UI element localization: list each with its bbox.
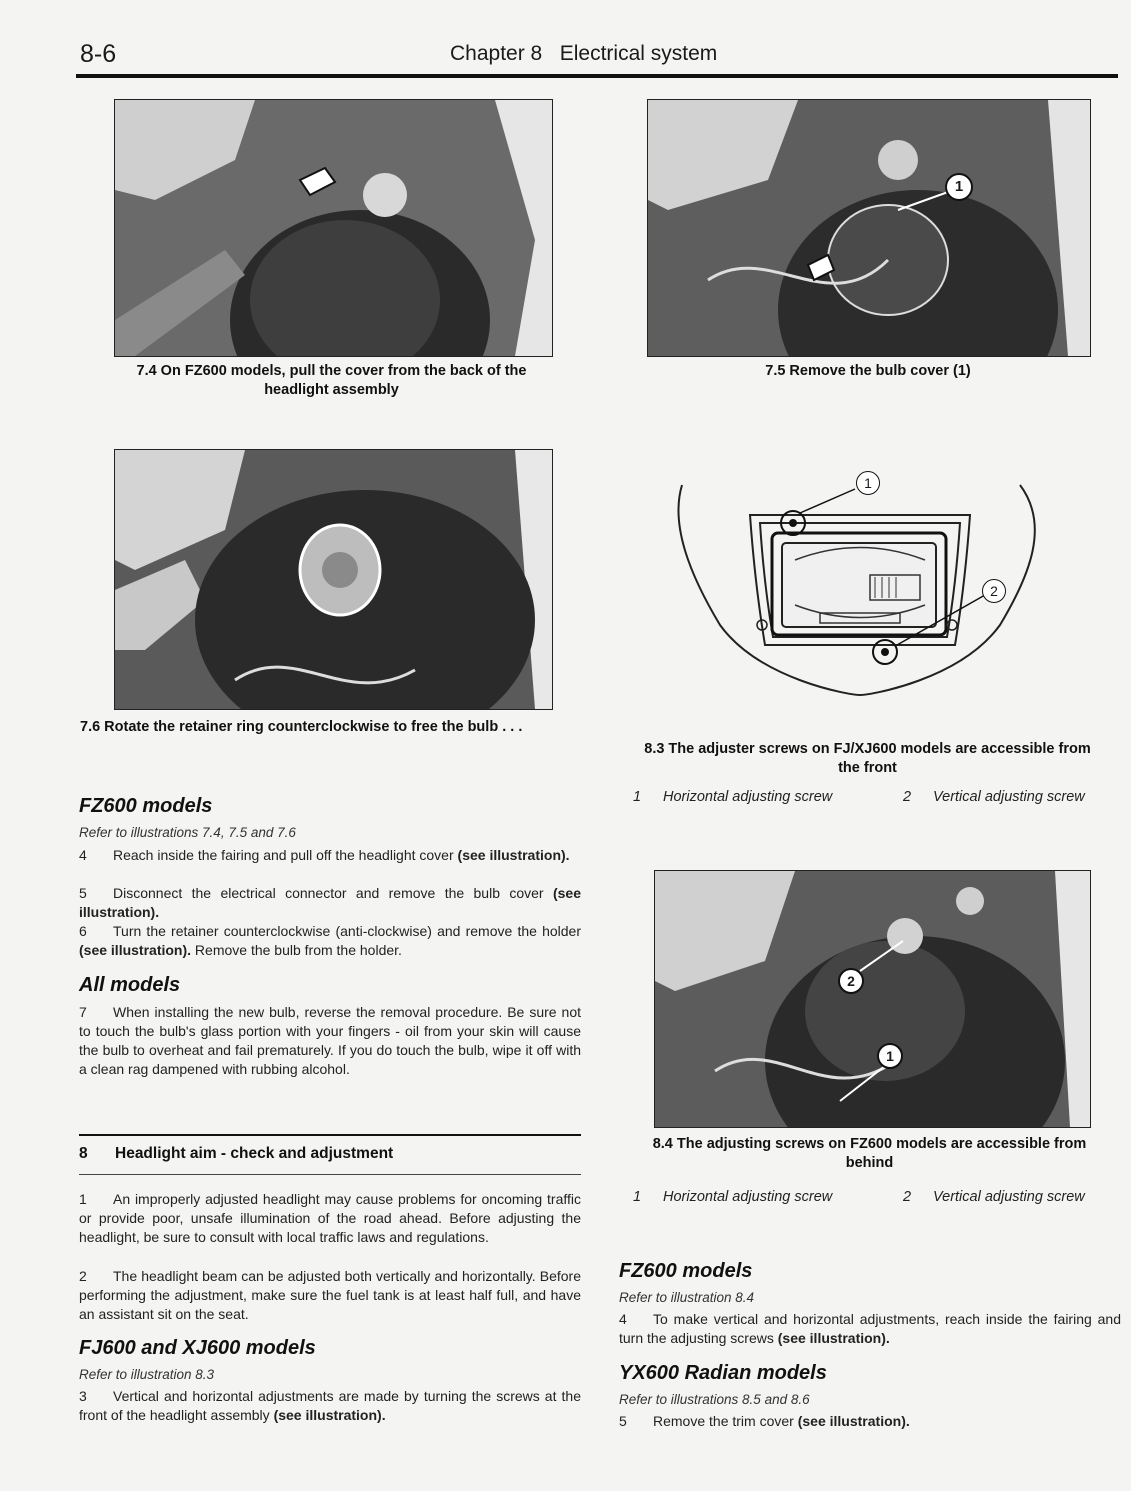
figure-8-3-callout-1: 1 bbox=[856, 471, 880, 495]
fz600-ref-left: Refer to illustrations 7.4, 7.5 and 7.6 bbox=[79, 825, 296, 840]
fz600-ref-right: Refer to illustration 8.4 bbox=[619, 1290, 755, 1305]
paragraph-7-6: 6 Turn the retainer counterclockwise (anti-clockwise) and remove the holder (see illustration). Remove the bulb from the holder. bbox=[79, 923, 581, 958]
page-number: 8-6 bbox=[80, 40, 117, 68]
chapter-label: Chapter 8 bbox=[450, 42, 543, 65]
figure-7-6-caption: 7.6 Rotate the retainer ring counterclockwise to free the bulb . . . bbox=[80, 719, 523, 735]
all-models-heading: All models bbox=[79, 974, 181, 996]
header-rule bbox=[76, 74, 1118, 78]
fj600-ref: Refer to illustration 8.3 bbox=[79, 1367, 215, 1382]
fz600-heading-left: FZ600 models bbox=[79, 795, 213, 817]
figure-8-3-legend-1: 1 Horizontal adjusting screw bbox=[633, 789, 833, 805]
figure-8-3-callout-2: 2 bbox=[982, 579, 1006, 603]
figure-7-4-photo bbox=[114, 99, 553, 357]
chapter-title bbox=[450, 42, 717, 66]
figure-8-4-caption: 8.4 The adjusting screws on FZ600 models are accessible from behind bbox=[652, 1136, 1087, 1171]
figure-8-3-legend-2: 2 Vertical adjusting screw bbox=[903, 789, 1085, 805]
fj600-heading: FJ600 and XJ600 models bbox=[79, 1337, 316, 1359]
paragraph-8-3: 3 Vertical and horizontal adjustments are made by turning the screws at the front of the headlight assembly (see illustration). bbox=[79, 1388, 581, 1423]
section-rule-bottom bbox=[79, 1174, 581, 1175]
fz600-heading-right: FZ600 models bbox=[619, 1260, 753, 1282]
figure-7-6-photo bbox=[114, 449, 553, 710]
figure-7-4-caption: 7.4 On FZ600 models, pull the cover from the back of the headlight assembly bbox=[136, 363, 527, 398]
figure-8-3-caption: 8.3 The adjuster screws on FJ/XJ600 models are accessible from the front bbox=[644, 741, 1091, 776]
paragraph-7-7: 7 When installing the new bulb, reverse the removal procedure. Be sure not to touch the bulb's glass portion with your fingers - oil from your skin will cause the bulb to overheat and fail prematurely. If you do touch the bulb, wipe it off with a clean rag dampened with rubbing alcohol. bbox=[79, 1004, 581, 1077]
paragraph-8-2: 2 The headlight beam can be adjusted both vertically and horizontally. Before performing the adjustment, make sure the fuel tank is at least half full, and have an assistant sit on the seat. bbox=[79, 1268, 581, 1322]
figure-8-4-callout-1: 1 bbox=[877, 1043, 903, 1069]
figure-8-3-drawing bbox=[670, 465, 1050, 705]
yx600-heading: YX600 Radian models bbox=[619, 1362, 827, 1384]
paragraph-8-4: 4 To make vertical and horizontal adjustments, reach inside the fairing and turn the adjusting screws (see illustration). bbox=[619, 1311, 1121, 1346]
section-rule-top bbox=[79, 1134, 581, 1136]
yx600-ref: Refer to illustrations 8.5 and 8.6 bbox=[619, 1392, 810, 1407]
figure-8-4-photo bbox=[654, 870, 1091, 1128]
paragraph-7-4: 4 Reach inside the fairing and pull off the headlight cover (see illustration). bbox=[79, 847, 570, 863]
figure-7-5-callout-1: 1 bbox=[945, 173, 973, 201]
figure-8-4-legend-2: 2 Vertical adjusting screw bbox=[903, 1189, 1085, 1205]
figure-8-4-legend-1: 1 Horizontal adjusting screw bbox=[633, 1189, 833, 1205]
paragraph-7-5: 5 Disconnect the electrical connector and remove the bulb cover (see illustration). bbox=[79, 885, 581, 920]
figure-7-5-photo bbox=[647, 99, 1091, 357]
chapter-name: Electrical system bbox=[559, 42, 718, 65]
figure-7-5-caption: 7.5 Remove the bulb cover (1) bbox=[765, 363, 971, 379]
figure-8-4-callout-2: 2 bbox=[838, 968, 864, 994]
paragraph-8-5: 5 Remove the trim cover (see illustration). bbox=[619, 1413, 910, 1429]
section-8-title: 8 Headlight aim - check and adjustment bbox=[79, 1145, 394, 1162]
paragraph-8-1: 1 An improperly adjusted headlight may cause problems for oncoming traffic or provide poor, unsafe illumination of the road ahead. Before adjusting the headlight, be sure to consult with local traffic laws and regulations. bbox=[79, 1191, 581, 1245]
